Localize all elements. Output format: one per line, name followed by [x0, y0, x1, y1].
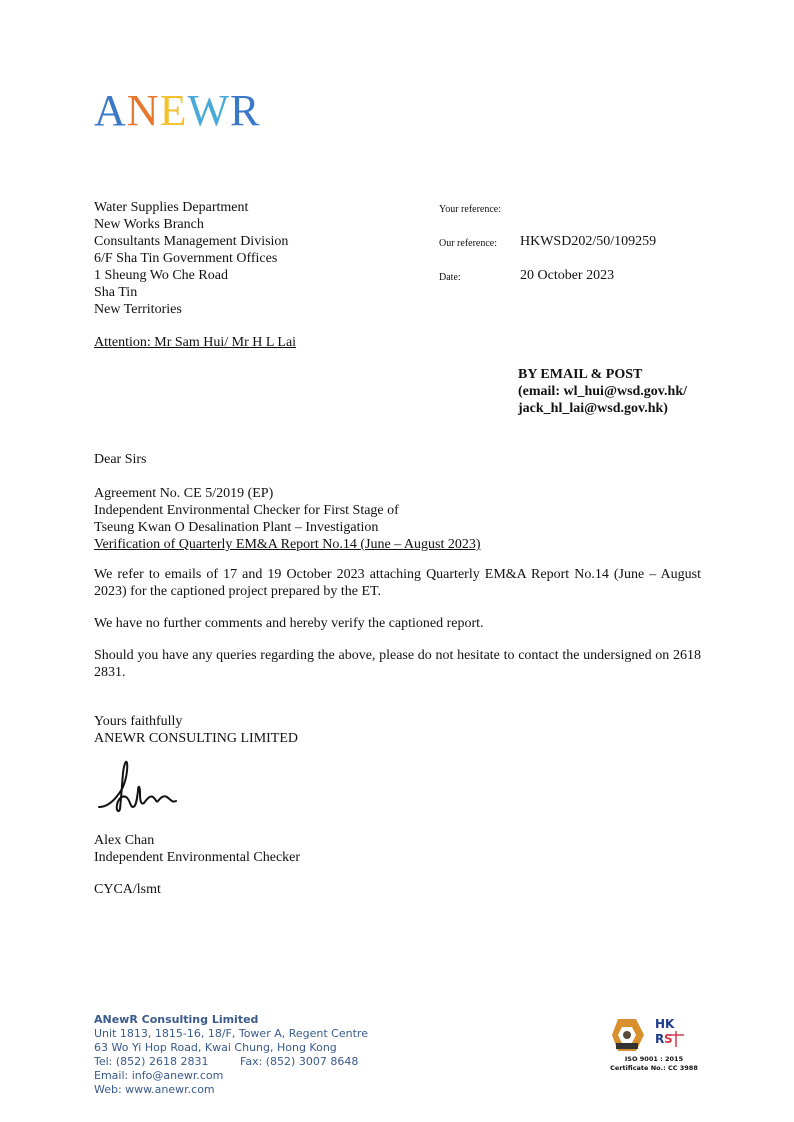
delivery-line: (email: wl_hui@wsd.gov.hk/ [518, 384, 687, 399]
footer-fax: Fax: (852) 3007 8648 [240, 1055, 359, 1068]
company-name: ANEWR CONSULTING LIMITED [94, 731, 299, 746]
subject-line: Independent Environmental Checker for First Stage of [94, 503, 399, 518]
address-line: 6/F Sha Tin Government Offices [94, 251, 278, 266]
paragraph-1: We refer to emails of 17 and 19 October 2023 attaching Quarterly EM&A Report No.14 (June – August 2023) for the captioned project prepared by the ET. [94, 567, 701, 599]
footer-email: Email: info@anewr.com [94, 1069, 224, 1082]
footer-phone-row [94, 1055, 368, 1069]
subject-line: Agreement No. CE 5/2019 (EP) [94, 486, 274, 501]
address-line: Sha Tin [94, 285, 138, 300]
logo-letter-w: W [187, 86, 230, 135]
logo-letter-e: E [159, 86, 188, 135]
footer-contact [94, 1013, 368, 1097]
footer-tel: Tel: (852) 2618 2831 [94, 1055, 209, 1068]
footer-company: ANewR Consulting Limited [94, 1013, 259, 1026]
footer-address-line: Unit 1813, 1815-16, 18/F, Tower A, Regent Centre [94, 1027, 368, 1040]
date-label: Date: [439, 272, 461, 283]
recipient-address [94, 199, 288, 318]
subject-line: Tseung Kwan O Desalination Plant – Investigation [94, 520, 379, 535]
certificate-number: Certificate No.: CC 3988 [610, 1064, 698, 1072]
svg-text:HK: HK [655, 1017, 675, 1031]
logo-letter-a: A [94, 86, 127, 135]
signatory-name: Alex Chan [94, 833, 155, 848]
footer-address-line: 63 Wo Yi Hop Road, Kwai Chung, Hong Kong [94, 1041, 337, 1054]
address-line: New Territories [94, 302, 182, 317]
address-line: 1 Sheung Wo Che Road [94, 268, 228, 283]
logo-letter-r: R [229, 86, 261, 135]
subject-underlined-line: Verification of Quarterly EM&A Report No.14 (June – August 2023) [94, 537, 481, 552]
reference-initials: CYCA/lsmt [94, 882, 161, 897]
address-line: Water Supplies Department [94, 200, 249, 215]
signatory-title: Independent Environmental Checker [94, 850, 301, 865]
svg-text:S: S [664, 1032, 673, 1046]
company-logo [94, 86, 260, 136]
subject-block [94, 485, 701, 553]
svg-text:R: R [655, 1032, 665, 1046]
attention-line: Attention: Mr Sam Hui/ Mr H L Lai [94, 335, 297, 350]
date-value: 20 October 2023 [520, 268, 615, 283]
iso-standard: ISO 9001 : 2015 [624, 1055, 684, 1063]
signatory-block [94, 832, 701, 866]
delivery-method [518, 366, 687, 417]
paragraph-3: Should you have any queries regarding the above, please do not hesitate to contact the undersigned on 2618 2831. [94, 648, 701, 680]
delivery-line: jack_hl_lai@wsd.gov.hk) [518, 401, 668, 416]
our-reference-value: HKWSD202/50/109259 [520, 234, 657, 249]
your-reference-label: Your reference: [439, 204, 502, 215]
certification-text [604, 1055, 704, 1073]
our-reference-label: Our reference: [439, 238, 498, 249]
handwritten-signature [96, 755, 196, 819]
logo-letter-n: N [126, 86, 160, 135]
salutation: Dear Sirs [94, 452, 147, 467]
footer-web: Web: www.anewr.com [94, 1083, 215, 1096]
address-line: Consultants Management Division [94, 234, 289, 249]
address-line: New Works Branch [94, 217, 204, 232]
delivery-line: BY EMAIL & POST [518, 367, 643, 382]
closing-line: Yours faithfully [94, 714, 183, 729]
paragraph-2: We have no further comments and hereby verify the captioned report. [94, 616, 484, 631]
closing-block [94, 713, 701, 747]
